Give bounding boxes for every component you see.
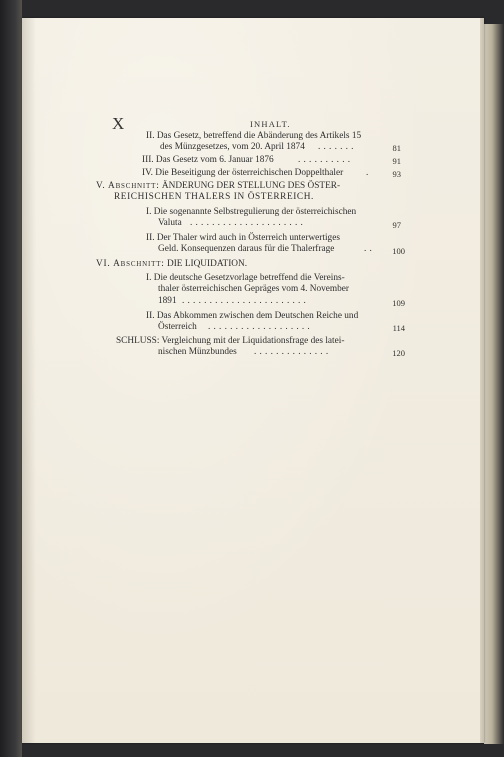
- toc-entry-line: Geld. Konsequenzen daraus für die Thalerfrage: [158, 244, 335, 254]
- book-page: [22, 18, 484, 743]
- toc-entry-line: Valuta: [158, 218, 182, 228]
- toc-entry-line: I. Die sogenannte Selbstregulierung der österreichischen: [146, 207, 357, 217]
- toc-page-number: 93: [392, 169, 401, 179]
- leader-dots: .....................: [190, 218, 307, 228]
- page-number: X: [112, 114, 125, 133]
- toc-entry-line: II. Das Abkommen zwischen dem Deutschen Reiche und: [146, 311, 359, 321]
- leader-dots: .: [366, 168, 372, 178]
- leader-dots: .......................: [182, 296, 310, 306]
- toc-page-number: 120: [392, 348, 405, 358]
- toc-entry-line: I. Die deutsche Gesetzvorlage betreffend die Vereins-: [146, 273, 345, 283]
- leader-dots: ..: [364, 244, 376, 254]
- section-prefix: VI. Abschnitt:: [96, 259, 165, 269]
- table-of-contents: [22, 18, 484, 743]
- toc-entry-line: II. Der Thaler wird auch in Österreich unterwertiges: [146, 233, 340, 243]
- toc-entry-line: des Münzgesetzes, vom 20. April 1874: [160, 142, 305, 152]
- section-title-cont: REICHISCHEN THALERS IN ÖSTERREICH.: [114, 192, 314, 202]
- toc-entry-line: IV. Die Beseitigung der österreichischen Doppelthaler: [142, 168, 344, 178]
- section-title: ÄNDERUNG DER STELLUNG DES ÖSTER-: [161, 181, 341, 191]
- running-head: INHALT.: [250, 119, 291, 129]
- toc-entry-line: thaler österreichischen Gepräges vom 4. November: [158, 284, 350, 294]
- leader-dots: ..........: [298, 155, 354, 165]
- toc-page-number: 81: [392, 143, 401, 153]
- toc-page-number: 109: [392, 298, 405, 308]
- toc-entry-line: SCHLUSS: Vergleichung mit der Liquidationsfrage des latei-: [116, 336, 345, 346]
- toc-entry-line: Österreich: [158, 322, 197, 332]
- toc-entry-line: III. Das Gesetz vom 6. Januar 1876: [142, 155, 274, 165]
- toc-entry-line: 1891: [158, 296, 177, 306]
- scan-background-left: [0, 0, 22, 757]
- toc-section-heading: [96, 181, 340, 192]
- leader-dots: ..............: [254, 347, 332, 357]
- leader-dots: ...................: [208, 322, 313, 332]
- leader-dots: .......: [318, 142, 357, 152]
- underlying-page-edge: [484, 24, 504, 744]
- toc-entry-line: II. Das Gesetz, betreffend die Abänderung des Artikels 15: [146, 131, 362, 141]
- section-title: DIE LIQUIDATION.: [167, 259, 248, 269]
- toc-page-number: 100: [392, 246, 405, 256]
- toc-page-number: 91: [392, 156, 401, 166]
- toc-page-number: 114: [392, 323, 405, 333]
- section-prefix: V. Abschnitt:: [96, 181, 160, 191]
- toc-entry-line: nischen Münzbundes: [158, 347, 237, 357]
- toc-section-heading: [96, 259, 247, 270]
- toc-page-number: 97: [392, 220, 401, 230]
